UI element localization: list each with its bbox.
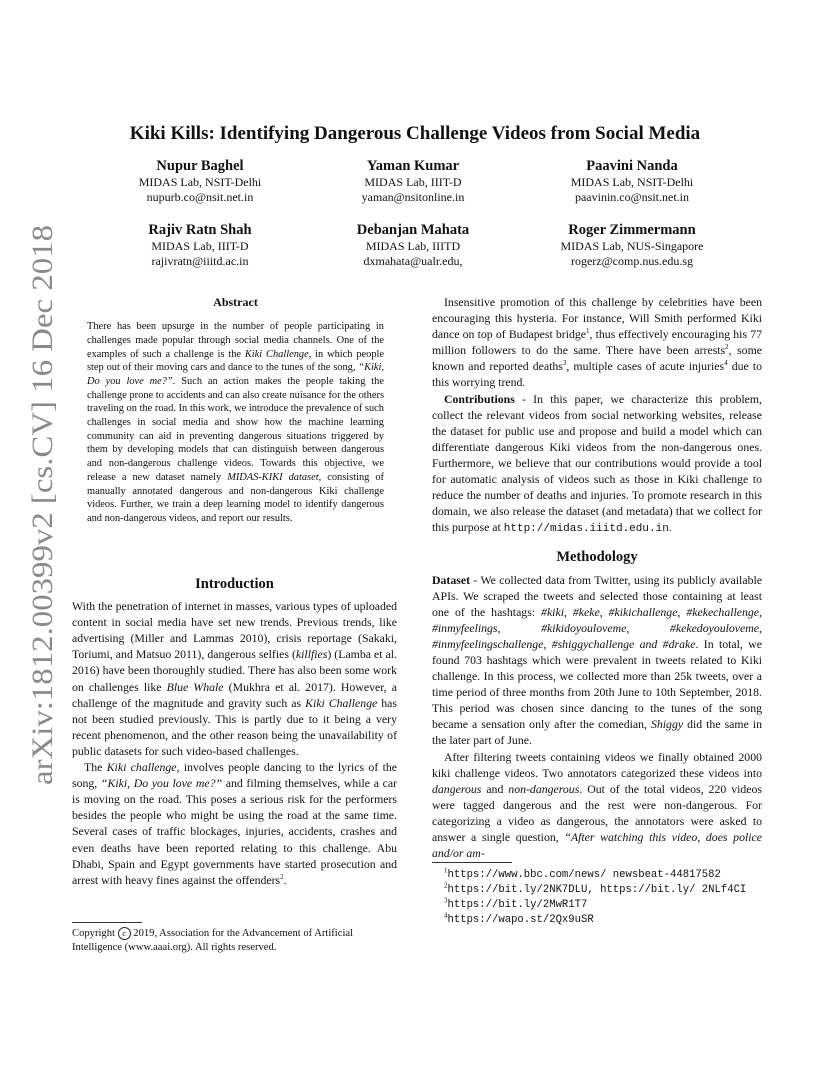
paper-title: Kiki Kills: Identifying Dangerous Challenge Videos from Social Media xyxy=(129,123,701,144)
author-name: Debanjan Mahata xyxy=(356,222,470,238)
introduction-section xyxy=(72,576,397,888)
author-block xyxy=(313,157,513,205)
abstract-section xyxy=(87,294,384,526)
author-name: Roger Zimmermann xyxy=(568,222,696,238)
footnote-rule xyxy=(432,862,512,863)
author-name: Rajiv Ratn Shah xyxy=(148,222,252,238)
author-email: nupurb.co@nsit.net.in xyxy=(146,190,254,204)
author-affiliation: MIDAS Lab, IIIT-D xyxy=(364,175,462,189)
footnote: $^1$https://www.bbc.com/news/ newsbeat-44817582 xyxy=(444,866,721,881)
author-email: rajivratn@iiitd.ac.in xyxy=(151,254,249,268)
author-name: Paavini Nanda xyxy=(586,158,678,174)
copyright-symbol: c xyxy=(118,927,131,940)
author-block xyxy=(100,157,300,205)
author-email: dxmahata@ualr.edu, xyxy=(363,254,463,268)
introduction-heading: Introduction xyxy=(195,576,274,592)
author-affiliation: MIDAS Lab, IIITD xyxy=(365,239,461,253)
author-email: paavinin.co@nsit.net.in xyxy=(574,190,690,204)
author-affiliation: MIDAS Lab, IIIT-D xyxy=(151,239,249,253)
author-name: Nupur Baghel xyxy=(156,158,244,174)
introduction-paragraph: The Kiki challenge, involves people dancing to the lyrics of the song, “Kiki, Do you love me?” and filming themselves, while a car is moving on the road. This poses a serious risk for the performers besides the people who might be using the road at the same time. Several cases of traffic blockages, injuries, accidents, crashes and even deaths have been reported relating to this challenge. Abu Dhabi, Spain and Egypt governments have started prosecution and arrest with heavy fines against the offenders$^2$. xyxy=(72,760,398,887)
body-paragraph: Insensitive promotion of this challenge by celebrities have been encouraging this hysteria. For instance, Will Smith performed Kiki dance on top of Budapest bridge$^1$, thus effectively encouraging his 77 million followers to do the same. There have been arrests$^2$, some known and reported deaths$^3$, multiple cases of acute injuries$^4$ due to this worrying trend. xyxy=(432,295,763,390)
author-block xyxy=(532,157,732,205)
abstract-heading: Abstract xyxy=(213,295,258,309)
author-affiliation: MIDAS Lab, NSIT-Delhi xyxy=(138,175,262,189)
arxiv-stamp xyxy=(8,190,68,790)
right-column xyxy=(432,294,762,861)
author-block xyxy=(100,221,300,269)
footnotes xyxy=(432,867,762,927)
copyright-notice: Copyright c 2019, Association for the Advancement of Artificial Intelligence (www.aaai.org). All rights reserved. xyxy=(72,928,354,953)
dataset-url: http://midas.iiitd.edu.in xyxy=(503,523,669,536)
copyright-rule xyxy=(72,922,142,923)
footnote: $^3$https://bit.ly/2MwR1T7 xyxy=(444,896,588,911)
methodology-heading: Methodology xyxy=(556,549,638,566)
author-name: Yaman Kumar xyxy=(366,158,460,174)
dataset-paragraph: Dataset - We collected data from Twitter, using its publicly available APIs. We scraped the tweets and selected those containing at least one of the hashtags: #kiki, #keke, #kikichallenge, #kekechallenge, #inmyfeelings, #kikidoyouloveme, #kekedoyouloveme, #inmyfeelingschallenge, #shiggychallenge and #drake. In total, we found 703 hashtags which were prevalent in tweets related to Kiki challenge. In this process, we collected more than 25k tweets, over a time period of three months from 20th June to 10th September, 2018. This period was chosen since dancing to the tunes of the song became a sensation only after the comedian, Shiggy did the same in the later part of June. xyxy=(432,572,763,748)
introduction-paragraph: With the penetration of internet in masses, various types of uploaded content in social media have set new trends. Previous trends, like advertising (Miller and Lammas 2010), crisis reportage (Sakaki, Toriumi, and Matsuo 2011), dangerous selfies (killfies) (Lamba et al. 2016) have been thoroughly studied. There has also been some work on challenges like Blue Whale (Mukhra et al. 2017). However, a challenge of the magnitude and gravity such as Kiki Challenge has not been studied previously. This is partly due to it being a very recent phenomenon, and the other reason being the unavailability of public datasets for such video-based challenges. xyxy=(72,599,397,758)
footnote: $^2$https://bit.ly/2NK7DLU, https://bit.ly/ 2NLf4CI xyxy=(444,881,747,896)
annotation-paragraph: After filtering tweets containing videos we finally obtained 2000 kiki challenge videos. Two annotators categorized these videos into dangerous and non-dangerous. Out of the total videos, 220 videos were tagged dangerous and the rest were non-dangerous. For categorizing a video as dangerous, the annotators were asked to answer a single question, “After watching this video, does police and/or am- xyxy=(432,749,763,861)
footnote: $^4$https://wapo.st/2Qx9uSR xyxy=(444,911,594,926)
author-email: rogerz@comp.nus.edu.sg xyxy=(570,254,694,268)
author-block xyxy=(313,221,513,269)
author-email: yaman@nsitonline.in xyxy=(361,190,465,204)
arxiv-stamp-text: arXiv:1812.00399v2 [cs.CV] 16 Dec 2018 xyxy=(26,273,59,785)
abstract-text: There has been upsurge in the number of people participating in challenges made popular through social media channels. One of the examples of such a challenge is the Kiki Challenge, in which people step out of their moving cars and dance to the tunes of the song, “Kiki, Do you love me?”. Such an action makes the people taking the challenge prone to accidents and can also create nuisance for the others traveling on the road. In this work, we introduce the prevalence of such challenges in social media and show how the machine learning community can aid in preventing dangerous situations triggered by them by developing models that can distinguish between dangerous and non-dangerous challenge videos. Towards this objective, we release a new dataset namely MIDAS-KIKI dataset, consisting of manually annotated dangerous and non-dangerous Kiki challenge videos. Further, we train a deep learning model to identify dangerous and non-dangerous videos, and report our results. xyxy=(87,321,385,524)
contributions-paragraph: Contributions - In this paper, we characterize this problem, collect the relevant videos from social networking websites, release the dataset for public use and propose and build a model which can differentiate dangerous Kiki videos from the non-dangerous ones. Furthermore, we believe that our contributions would provide a tool for automatic analysis of videos such as those in Kiki challenge to reduce the number of deaths and injuries. To promote research in this domain, we also release the dataset (and metadata) that we collect for this purpose at http://midas.iiitd.edu.in. xyxy=(432,391,762,536)
author-affiliation: MIDAS Lab, NSIT-Delhi xyxy=(570,175,694,189)
author-block xyxy=(532,221,732,269)
author-affiliation: MIDAS Lab, NUS-Singapore xyxy=(560,239,704,253)
